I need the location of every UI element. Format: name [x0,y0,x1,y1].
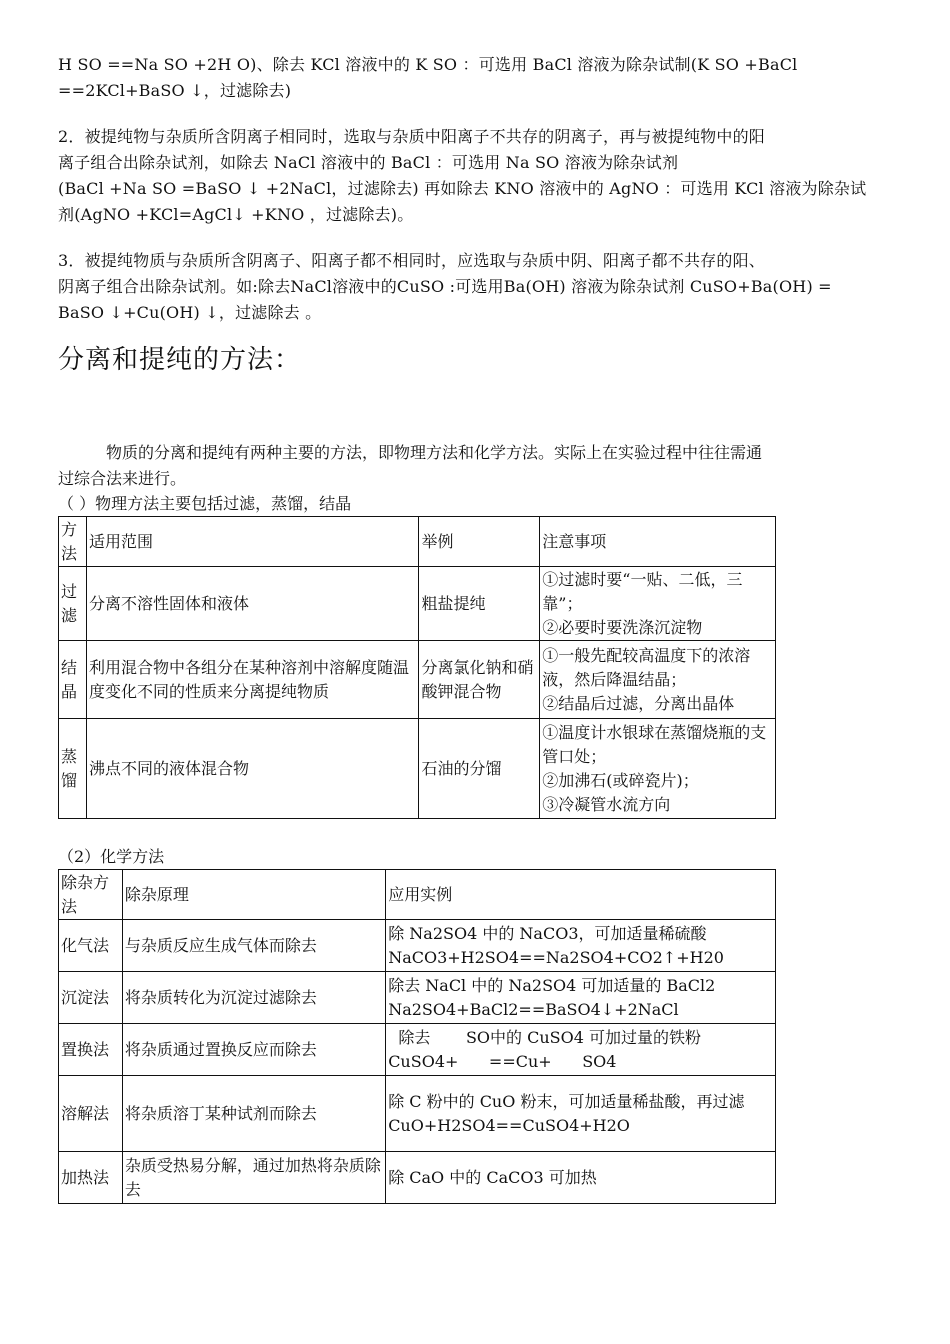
document-page [58,52,900,1204]
principle-cell: 与杂质反应生成气体而除去 [122,920,385,972]
method-cell: 加热法 [59,1152,123,1204]
example-cell: 除 C 粉中的 CuO 粉末，可加适量稀盐酸，再过滤 CuO+H2SO4==CuSO4+H2O [386,1076,776,1152]
para2-line-4: 剂(AgNO +KCl=AgCl↓ +KNO ，过滤除去)。 [58,205,414,224]
paragraph-3 [58,248,900,326]
method-cell: 沉淀法 [59,972,123,1024]
chemical-methods-table [58,869,776,1204]
scope-cell: 沸点不同的液体混合物 [86,719,418,819]
intro-line-1: H SO ==Na SO +2H O)、除去 KCl 溶液中的 K SO ：可选用 BaCl 溶液为除杂试制(K SO +BaCl [58,55,798,74]
principle-cell: 将杂质转化为沉淀过滤除去 [122,972,385,1024]
notes-cell: ①过滤时要“一贴、二低，三靠”； ②必要时要洗涤沉淀物 [540,567,776,641]
intro-text-line-2: 过综合法来进行。 [58,469,187,488]
physical-methods-table [58,516,776,819]
table-row [59,1024,776,1076]
header-method: 除杂方法 [59,870,123,920]
para3-line-3: BaSO ↓+Cu(OH) ↓，过滤除去 。 [58,303,322,322]
principle-cell: 将杂质溶丁某种试剂而除去 [122,1076,385,1152]
header-method: 方法 [59,517,87,567]
intro-line-2: ==2KCl+BaSO ↓，过滤除去) [58,81,292,100]
scope-cell: 利用混合物中各组分在某种溶剂中溶解度随温度变化不同的性质来分离提纯物质 [86,641,418,719]
chemical-methods-caption: （2）化学方法 [58,847,165,866]
table-row [59,972,776,1024]
example-cell: 粗盐提纯 [419,567,540,641]
table-row [59,920,776,972]
para2-line-3: (BaCl +Na SO =BaSO ↓ +2NaCl，过滤除去) 再如除去 KNO 溶液中的 AgNO ：可选用 KCl 溶液为除杂试 [58,179,867,198]
physical-methods-caption: （ ）物理方法主要包括过滤，蒸馏，结晶 [58,494,352,513]
para2-line-1: 2．被提纯物与杂质所含阴离子相同时，选取与杂质中阳离子不共存的阴离子，再与被提纯物中的阳 [58,127,765,146]
method-cell: 结晶 [59,641,87,719]
example-cell: 除 Na2SO4 中的 NaCO3，可加适量稀硫酸 NaCO3+H2SO4==Na2SO4+CO2↑+H20 [386,920,776,972]
header-principle: 除杂原理 [122,870,385,920]
para3-line-1: 3．被提纯物质与杂质所含阴离子、阳离子都不相同时，应选取与杂质中阴、阳离子都不共存的阳、 [58,251,765,270]
table-row [59,641,776,719]
method-cell: 溶解法 [59,1076,123,1152]
paragraph-2 [58,124,900,228]
header-scope: 适用范围 [86,517,418,567]
table-header-row [59,517,776,567]
method-cell: 过滤 [59,567,87,641]
header-example: 举例 [419,517,540,567]
intro-paragraph [58,52,900,104]
table-row [59,1152,776,1204]
header-notes: 注意事项 [540,517,776,567]
scope-cell: 分离不溶性固体和液体 [86,567,418,641]
section-heading: 分离和提纯的方法： [58,345,302,375]
header-example: 应用实例 [386,870,776,920]
method-cell: 置换法 [59,1024,123,1076]
table-row [59,719,776,819]
example-cell: 除去 NaCl 中的 Na2SO4 可加适量的 BaCl2 Na2SO4+BaCl2==BaSO4↓+2NaCl [386,972,776,1024]
example-cell: 除 CaO 中的 CaCO3 可加热 [386,1152,776,1204]
method-cell: 化气法 [59,920,123,972]
principle-cell: 杂质受热易分解，通过加热将杂质除去 [122,1152,385,1204]
notes-cell: ①一般先配较高温度下的浓溶液，然后降温结晶； ②结晶后过滤，分离出晶体 [540,641,776,719]
intro-text-line-1: 物质的分离和提纯有两种主要的方法，即物理方法和化学方法。实际上在实验过程中往往需通 [106,443,763,462]
intro-text [58,440,900,492]
table-header-row [59,870,776,920]
para3-line-2: 阴离子组合出除杂试剂。如:除去NaCl溶液中的CuSO :可选用Ba(OH) 溶液为除杂试剂 CuSO+Ba(OH) = [58,277,832,296]
example-cell: 除去 SO中的 CuSO4 可加过量的铁粉 CuSO4+ ==Cu+ SO4 [386,1024,776,1076]
example-cell: 石油的分馏 [419,719,540,819]
method-cell: 蒸馏 [59,719,87,819]
principle-cell: 将杂质通过置换反应而除去 [122,1024,385,1076]
example-cell: 分离氯化钠和硝酸钾混合物 [419,641,540,719]
table-row [59,1076,776,1152]
para2-line-2: 离子组合出除杂试剂，如除去 NaCl 溶液中的 BaCl ：可选用 Na SO 溶液为除杂试剂 [58,153,679,172]
table-row [59,567,776,641]
notes-cell: ①温度计水银球在蒸馏烧瓶的支管口处； ②加沸石(或碎瓷片)； ③冷凝管水流方向 [540,719,776,819]
